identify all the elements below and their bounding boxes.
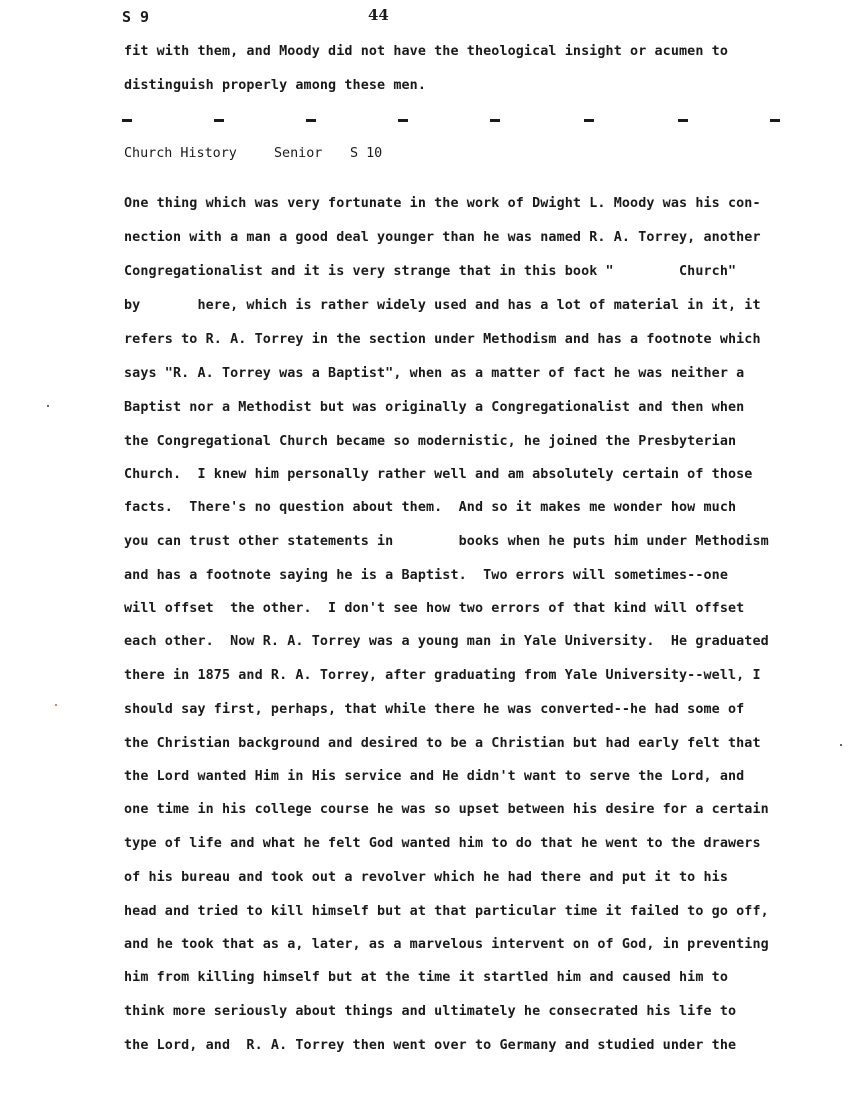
body-line: you can trust other statements in books when he puts him under Methodism: [124, 534, 769, 549]
divider-dash: [678, 119, 688, 122]
divider-dash: [490, 119, 500, 122]
page-number: 44: [368, 6, 389, 24]
page-header: [122, 8, 642, 32]
course-level: Senior: [274, 146, 323, 161]
body-line: One thing which was very fortunate in the work of Dwight L. Moody was his con-: [124, 196, 761, 211]
section-label: S 10: [350, 146, 383, 161]
intro-line: distinguish properly among these men.: [124, 78, 426, 93]
body-line: the Christian background and desired to be a Christian but had early felt that: [124, 736, 761, 751]
body-line: should say first, perhaps, that while there he was converted--he had some of: [124, 702, 745, 717]
body-line: type of life and what he felt God wanted him to do that he went to the drawers: [124, 836, 761, 851]
course-title: Church History: [124, 146, 237, 161]
body-line: head and tried to kill himself but at that particular time it failed to go off,: [124, 904, 769, 919]
body-line: nection with a man a good deal younger than he was named R. A. Torrey, another: [124, 230, 761, 245]
scan-speck: [840, 744, 842, 746]
section-code: S 9: [122, 8, 150, 26]
body-line: will offset the other. I don't see how two errors of that kind will offset: [124, 601, 745, 616]
body-line: and has a footnote saying he is a Baptist. Two errors will sometimes--one: [124, 568, 728, 583]
body-line: says "R. A. Torrey was a Baptist", when as a matter of fact he was neither a: [124, 366, 745, 381]
body-line: of his bureau and took out a revolver which he had there and put it to his: [124, 870, 728, 885]
divider-dash: [122, 119, 132, 122]
body-line: there in 1875 and R. A. Torrey, after graduating from Yale University--well, I: [124, 668, 761, 683]
body-line: him from killing himself but at the time it startled him and caused him to: [124, 970, 728, 985]
scan-speck: [47, 405, 49, 407]
body-line: the Congregational Church became so modernistic, he joined the Presbyterian: [124, 434, 737, 449]
body-line: one time in his college course he was so upset between his desire for a certain: [124, 802, 769, 817]
scan-speck: [55, 704, 57, 706]
divider-dash: [214, 119, 224, 122]
body-line: refers to R. A. Torrey in the section under Methodism and has a footnote which: [124, 332, 761, 347]
section-divider: [122, 116, 782, 124]
body-line: Congregationalist and it is very strange that in this book " Church": [124, 264, 737, 279]
intro-line: fit with them, and Moody did not have the theological insight or acumen to: [124, 44, 728, 59]
divider-dash: [770, 119, 780, 122]
body-line: and he took that as a, later, as a marvelous intervent on of God, in preventing: [124, 937, 769, 952]
body-line: Baptist nor a Methodist but was originally a Congregationalist and then when: [124, 400, 745, 415]
body-line: Church. I knew him personally rather well and am absolutely certain of those: [124, 467, 753, 482]
body-line: by here, which is rather widely used and has a lot of material in it, it: [124, 298, 761, 313]
body-line: think more seriously about things and ultimately he consecrated his life to: [124, 1004, 737, 1019]
body-line: each other. Now R. A. Torrey was a young man in Yale University. He graduated: [124, 634, 769, 649]
body-line: the Lord, and R. A. Torrey then went over to Germany and studied under the: [124, 1038, 737, 1053]
divider-dash: [584, 119, 594, 122]
body-line: facts. There's no question about them. And so it makes me wonder how much: [124, 500, 737, 515]
body-line: the Lord wanted Him in His service and He didn't want to serve the Lord, and: [124, 769, 745, 784]
divider-dash: [398, 119, 408, 122]
divider-dash: [306, 119, 316, 122]
